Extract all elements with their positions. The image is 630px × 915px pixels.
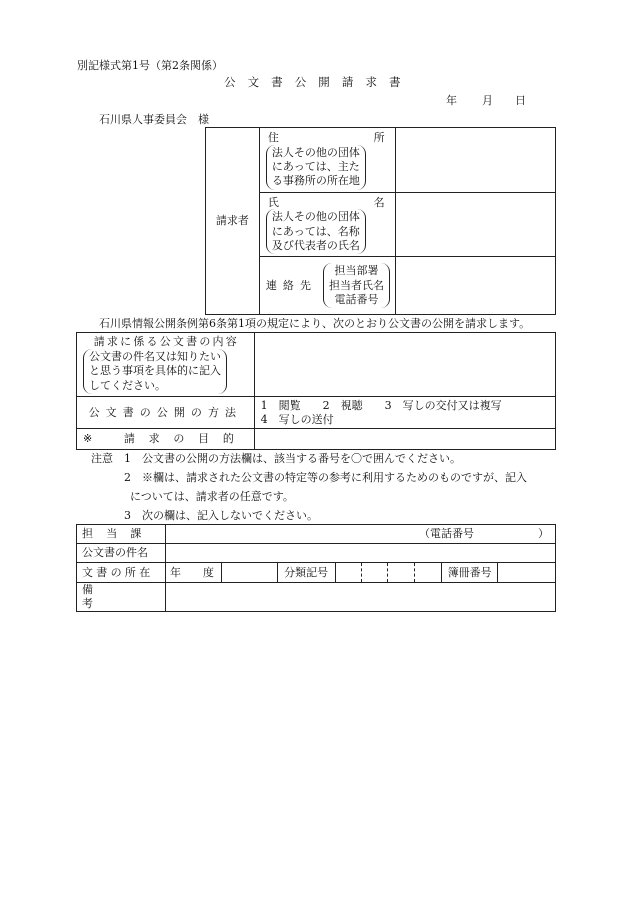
- classification-label: 分類記号: [277, 563, 335, 583]
- purpose-mark: ※: [83, 432, 93, 446]
- note-item-2: 2 ※欄は、請求された公文書の特定等の参考に利用するためのものですが、記入: [124, 471, 527, 484]
- contact-label-cell: [259, 257, 395, 315]
- remarks-field[interactable]: [165, 583, 555, 612]
- purpose-label-cell: [77, 429, 255, 450]
- name-label-right: 名: [373, 195, 385, 209]
- notes-prefix: 注意: [91, 452, 113, 465]
- contact-note-line: 担当者氏名: [329, 278, 384, 292]
- ledger-field[interactable]: [498, 563, 556, 583]
- name-note-line: 及び代表者の氏名: [271, 238, 360, 252]
- name-note-line: 法人その他の団体: [271, 210, 360, 224]
- method-options-line1: 1 閲覧 2 視聴 3 写しの交付又は複写: [260, 398, 502, 412]
- address-label-cell: [259, 128, 395, 193]
- form-title: 公文書公開請求書: [224, 75, 413, 89]
- purpose-label: 請求の目的: [123, 432, 248, 446]
- name-field[interactable]: [395, 192, 555, 257]
- classification-box-4[interactable]: [415, 563, 442, 583]
- content-label: 請求に係る公文書の内容: [93, 335, 239, 349]
- form-number: 別記様式第1号（第2条関係）: [77, 59, 223, 72]
- classification-box-3[interactable]: [388, 563, 415, 583]
- note-item-1: 1 公文書の公開の方法欄は、該当する番号を〇で囲んでください。: [124, 452, 461, 465]
- date-year: 年: [446, 94, 457, 107]
- method-label: 公文書の公開の方法: [88, 405, 243, 419]
- year-label: 年 度: [165, 563, 221, 583]
- method-options-line2: 4 写しの送付: [260, 412, 334, 426]
- phone-label: （電話番号: [419, 527, 474, 541]
- content-note: [83, 349, 227, 394]
- dept-label: 担当課: [82, 527, 155, 541]
- dept-field[interactable]: [165, 525, 555, 544]
- contact-note-line: 電話番号: [334, 292, 379, 306]
- name-label-cell: [259, 192, 395, 257]
- dept-label-cell: [77, 525, 166, 544]
- location-label: 文書の所在: [77, 563, 166, 583]
- contact-field[interactable]: [395, 257, 555, 315]
- content-note-line: と思う事項を具体的に記入: [89, 364, 221, 378]
- date-day: 日: [515, 94, 526, 107]
- note-item-2-cont: については、請求者の任意です。: [130, 490, 294, 503]
- doc-name-label: 公文書の件名: [77, 544, 166, 563]
- address-note: [266, 145, 366, 190]
- content-note-line: してください。: [89, 378, 166, 392]
- content-note-line: 公文書の件名又は知りたい: [89, 349, 221, 363]
- remarks-label: 備 考: [77, 583, 166, 612]
- purpose-field[interactable]: [254, 429, 555, 450]
- request-table: [76, 332, 556, 450]
- content-label-cell: [77, 333, 255, 397]
- contact-label: 連絡先: [265, 278, 317, 292]
- contact-note: [323, 263, 390, 308]
- address-field[interactable]: [395, 128, 555, 193]
- method-label-cell: [77, 397, 255, 429]
- name-label-left: 氏: [267, 195, 279, 209]
- addressee: 石川県人事委員会 様: [99, 113, 209, 126]
- address-note-line: にあっては、主た: [271, 160, 360, 174]
- classification-box-1[interactable]: [335, 563, 361, 583]
- requester-label: 請求者: [206, 128, 260, 315]
- address-label-right: 所: [373, 131, 385, 144]
- content-field[interactable]: [254, 333, 555, 397]
- address-label-left: 住: [267, 131, 279, 144]
- requester-table: [205, 127, 556, 315]
- note-item-3: 3 次の欄は、記入しないでください。: [124, 509, 318, 522]
- year-field[interactable]: [221, 563, 277, 583]
- ledger-label: 簿冊番号: [442, 563, 498, 583]
- contact-note-line: 担当部署: [334, 264, 379, 278]
- doc-name-field[interactable]: [165, 544, 555, 563]
- request-statement: 石川県情報公開条例第6条第1項の規定により、次のとおり公文書の公開を請求します。: [99, 317, 531, 330]
- method-options[interactable]: [254, 397, 555, 429]
- name-note: [266, 209, 366, 254]
- address-note-line: る事務所の所在地: [271, 174, 360, 188]
- name-note-line: にあっては、名称: [271, 224, 360, 238]
- date-month: 月: [482, 94, 493, 107]
- address-note-line: 法人その他の団体: [271, 145, 360, 159]
- phone-close: ）: [538, 527, 549, 541]
- classification-box-2[interactable]: [361, 563, 388, 583]
- office-table: [76, 524, 556, 612]
